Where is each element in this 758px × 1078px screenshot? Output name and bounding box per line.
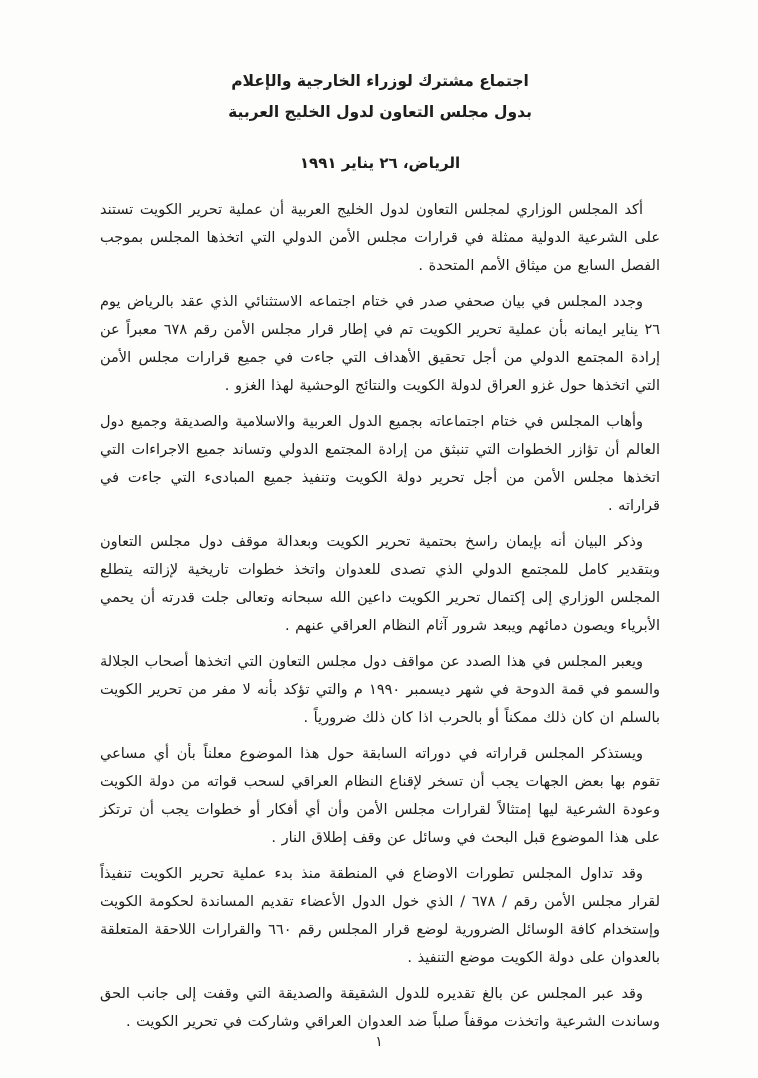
document-dateline: الرياض، ٢٦ يناير ١٩٩١ xyxy=(299,154,461,172)
paragraph-8: وقد عبر المجلس عن بالغ تقديره للدول الشقيقة والصديقة التي وقفت إلى جانب الحق وساندت الشرعية واتخذت موقفاً صلباً ضد العدوان العراقي وشاركت في تحرير الكويت . xyxy=(100,986,660,1030)
document-title-line1: اجتماع مشترك لوزراء الخارجية والإعلام xyxy=(231,72,529,90)
paragraph-1: أكد المجلس الوزاري لمجلس التعاون لدول الخليج العربية أن عملية تحرير الكويت تستند على الشرعية الدولية ممثلة في قرارات مجلس الأمن الدولي التي اتخذها المجلس بموجب الفصل السابع من ميثاق الأمم المتحدة . xyxy=(100,202,660,274)
paragraph-7: وقد تداول المجلس تطورات الاوضاع في المنطقة منذ بدء عملية تحرير الكويت تنفيذاً لقرار مجلس الأمن رقم / ٦٧٨ / الذي خول الدول الأعضاء تقديم المساندة لحكومة الكويت وإستخدام كافة الوسائل الضرورية لوضع قرار المجلس رقم ٦٦٠ والقرارات اللاحقة المتعلقة بالعدوان على دولة الكويت موضع التنفيذ . xyxy=(100,866,661,966)
page-number: ١ xyxy=(375,1034,383,1050)
paragraph-6: ويستذكر المجلس قراراته في دوراته السابقة حول هذا الموضوع معلناً بأن أي مساعي تقوم بها بعض الجهات يجب أن تسخر لإقناع النظام العراقي لسحب قواته من دولة الكويت وعودة الشرعية ليها إمتثالاً لقرارات مجلس الأمن وأن أي أفكار أو خطوات يجب أن ترتكز على هذا الموضوع قبل البحث في وسائل عن وقف إطلاق النار . xyxy=(100,746,660,846)
document-body xyxy=(100,196,660,1036)
paragraph-2: وجدد المجلس في بيان صحفي صدر في ختام اجتماعه الاستثنائي الذي عقد بالرياض يوم ٢٦ يناير ايمانه بأن عملية تحرير الكويت تم في إطار قرار مجلس الأمن رقم ٦٧٨ معبراً عن إرادة المجتمع الدولي من أجل تحقيق الأهداف التي جاءت في جميع قرارات مجلس الأمن التي اتخذها حول غزو العراق لدولة الكويت والنتائج الوحشية لهذا الغزو . xyxy=(100,294,661,394)
paragraph-4: وذكر البيان أنه بإيمان راسخ بحتمية تحرير الكويت وبعدالة موقف دول مجلس التعاون وبتقدير كامل للمجتمع الدولي الذي تصدى للعدوان واتخذ خطوات تاريخية لإزالته يتطلع المجلس الوزاري إلى إكتمال تحرير الكويت داعين الله سبحانه وتعالى جلت قدرته أن يحمي الأبرياء ويصون دمائهم ويبعد شرور آثام النظام العراقي عنهم . xyxy=(100,534,660,634)
document-header xyxy=(100,66,660,172)
paragraph-5: ويعبر المجلس في هذا الصدد عن مواقف دول مجلس التعاون التي اتخذها أصحاب الجلالة والسمو في قمة الدوحة في شهر ديسمبر ١٩٩٠ م والتي تؤكد بأنه لا مفر من تحرير الكويت بالسلم ان كان ذلك ممكناً أو بالحرب اذا كان ذلك ضرورياً . xyxy=(100,654,660,726)
paragraph-3: وأهاب المجلس في ختام اجتماعاته بجميع الدول العربية والاسلامية والصديقة وجميع دول العالم أن تؤازر الخطوات التي تنبثق من إرادة المجتمع الدولي وتساند جميع الاجراءات التي اتخذها مجلس الأمن من أجل تحرير دولة الكويت وتنفيذ جميع المبادىء التي جاءت في قراراته . xyxy=(100,414,660,514)
document-title-line2: بدول مجلس التعاون لدول الخليج العربية xyxy=(228,103,532,121)
